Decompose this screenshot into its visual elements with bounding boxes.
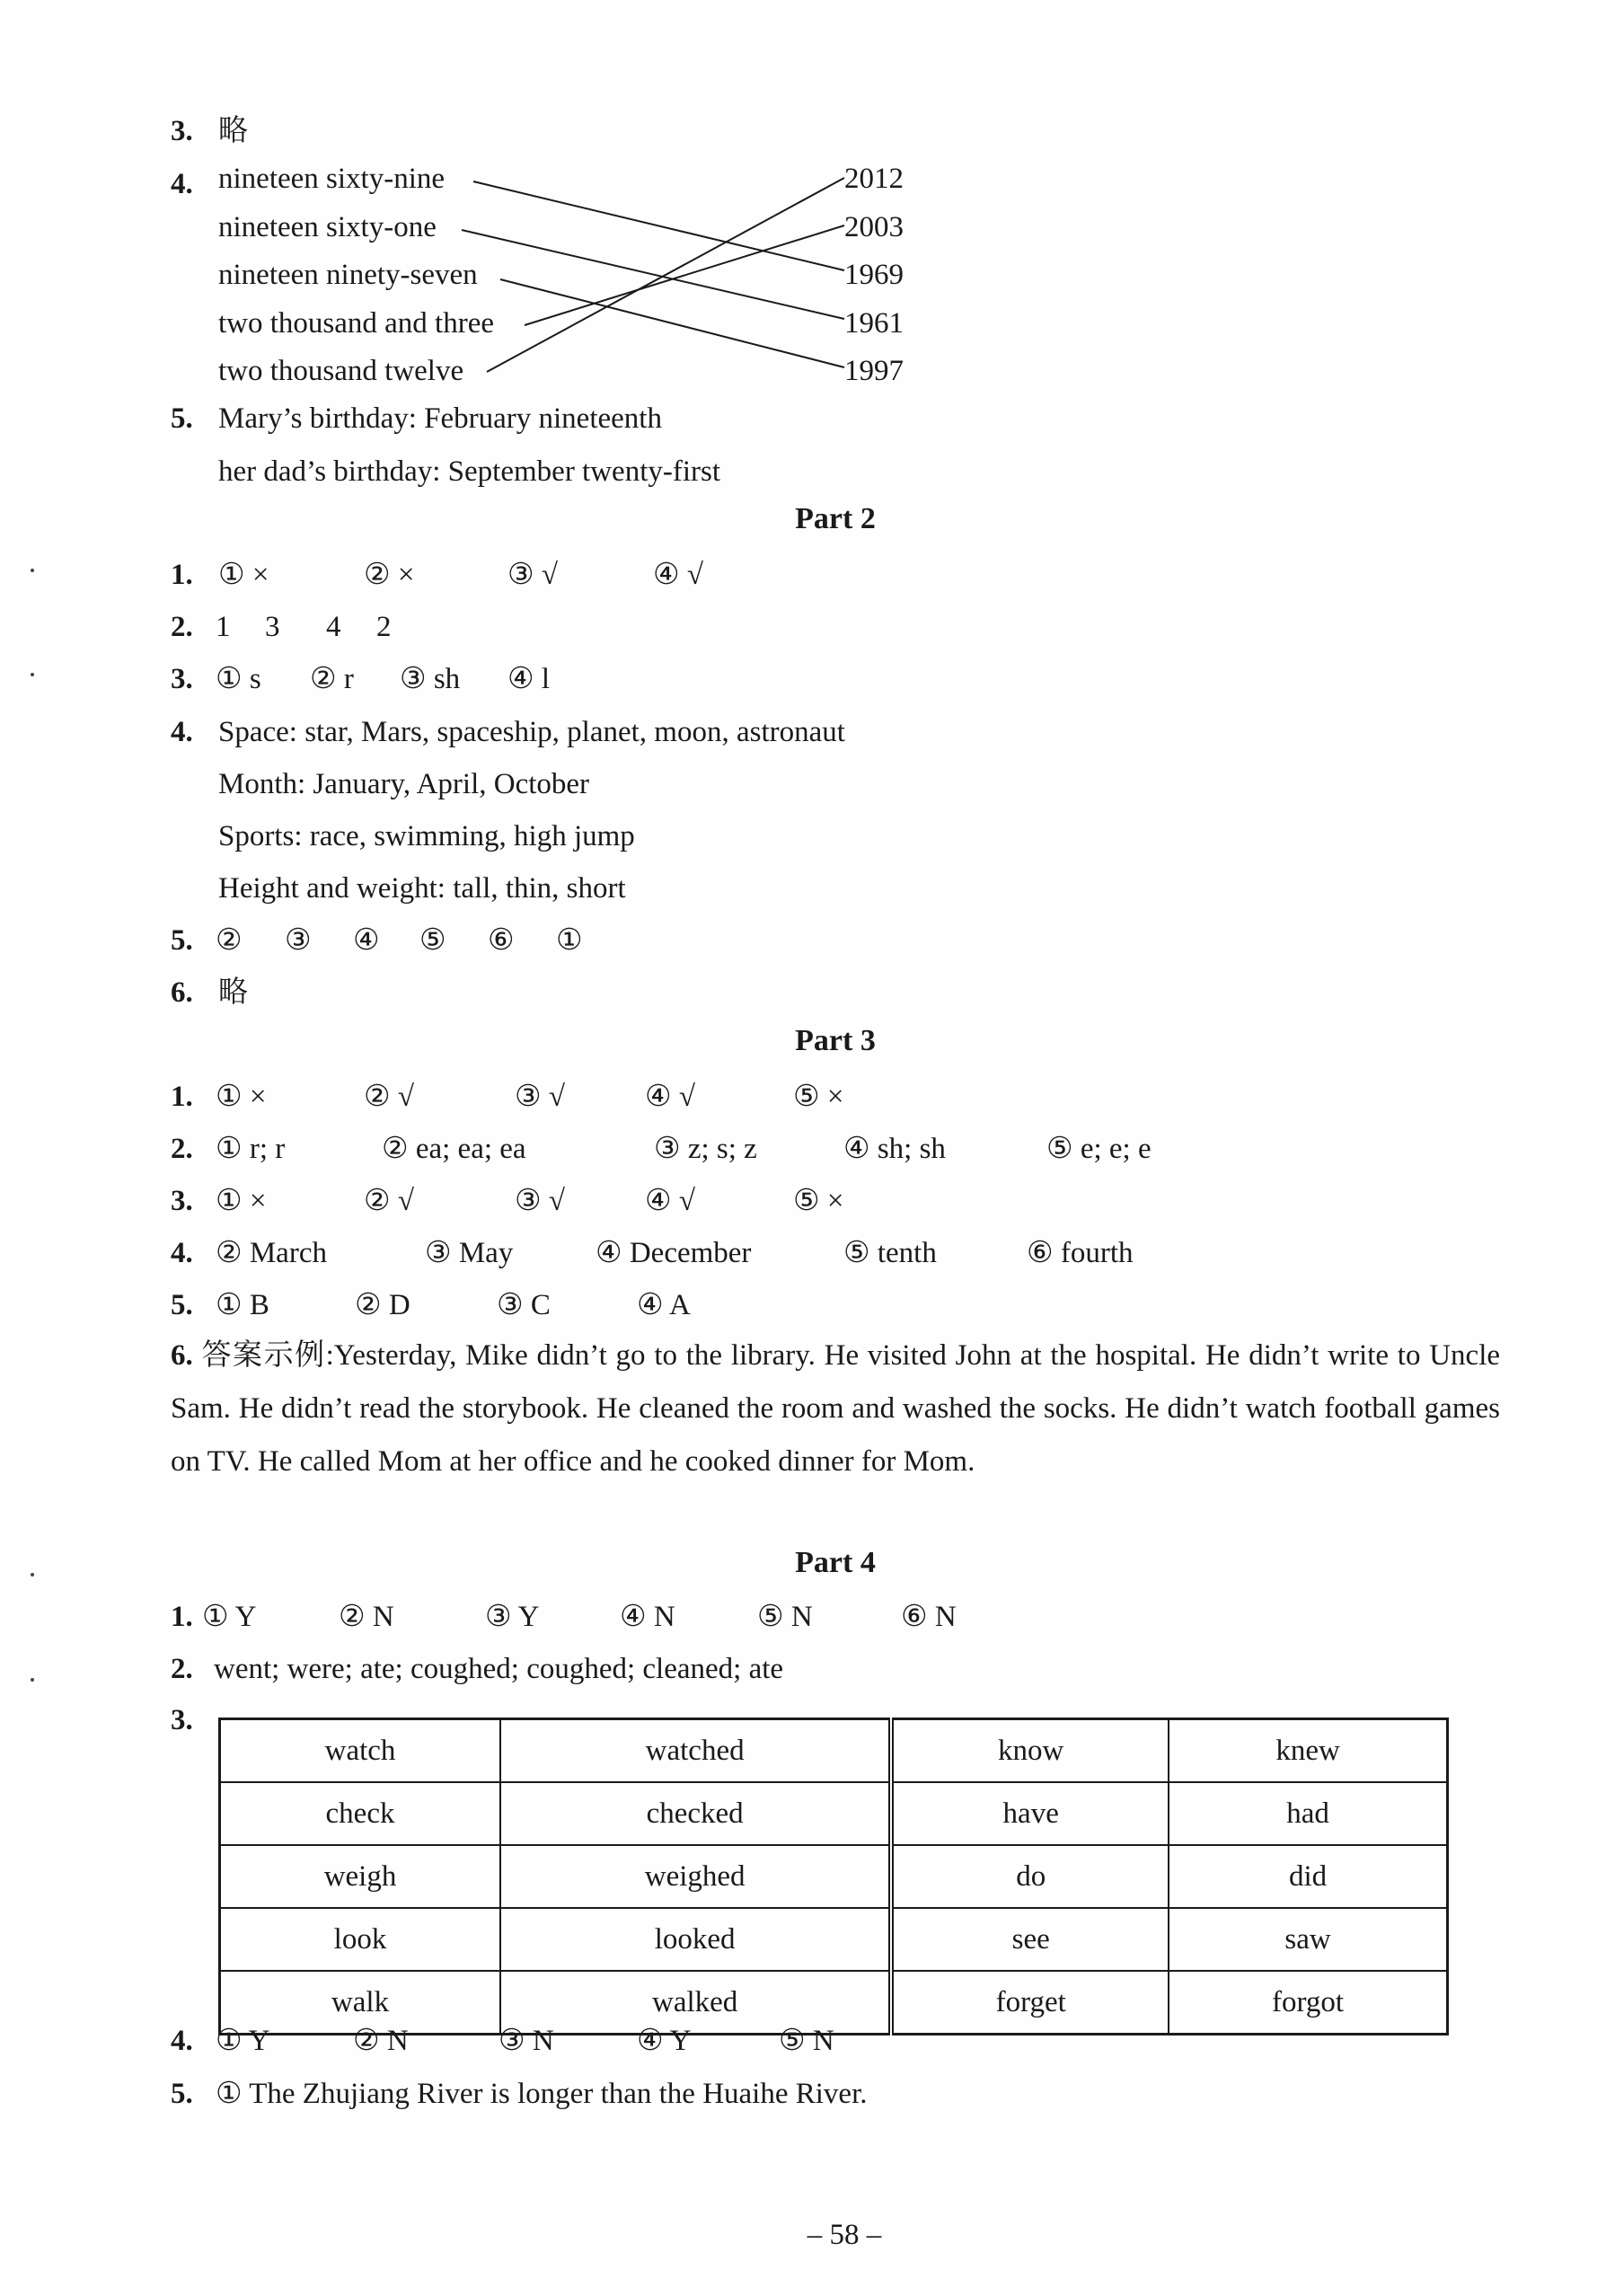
answer: ② N <box>339 1601 394 1633</box>
match-right-item: 1961 <box>844 307 904 340</box>
answer: ① s <box>216 663 261 695</box>
table-row <box>220 1719 1448 1783</box>
table-cell: weighed <box>500 1845 891 1908</box>
answer: ③ N <box>499 2025 554 2057</box>
match-right-item: 1969 <box>844 259 904 291</box>
answer: ① Y <box>216 2025 270 2057</box>
answer: ④ l <box>507 663 551 695</box>
answer: ③ z; s; z <box>654 1133 757 1165</box>
answer: ① × <box>216 1081 267 1113</box>
answer: ② √ <box>364 1081 414 1113</box>
answer: 4 <box>326 611 341 643</box>
verb-table <box>218 1718 1449 2035</box>
answer: ⑥ fourth <box>1027 1237 1134 1269</box>
p2-q4-number: 4. <box>171 716 193 748</box>
table-cell: did <box>1169 1845 1447 1908</box>
answer: ④ December <box>596 1237 752 1269</box>
category-line: Sports: race, swimming, high jump <box>218 820 635 852</box>
answer: ③ May <box>425 1237 514 1269</box>
p2-q6-number: 6. <box>171 976 193 1009</box>
table-cell: look <box>220 1908 501 1971</box>
answer: ③ sh <box>400 663 461 695</box>
category-line: Height and weight: tall, thin, short <box>218 872 626 905</box>
answer: ④ Y <box>637 2025 692 2057</box>
p3-q4-number: 4. <box>171 1237 193 1269</box>
table-cell: saw <box>1169 1908 1447 1971</box>
table-row <box>220 1908 1448 1971</box>
table-cell: looked <box>500 1908 891 1971</box>
answer: ③ <box>285 924 312 957</box>
answer: ④ √ <box>653 559 703 591</box>
answer: ④ √ <box>645 1081 695 1113</box>
answer: ② March <box>216 1237 327 1269</box>
p4-q1-number: 1. <box>171 1601 193 1633</box>
match-left-item: nineteen sixty-nine <box>218 163 446 195</box>
match-right-item: 1997 <box>844 355 904 387</box>
p2-q5-number: 5. <box>171 924 193 957</box>
q5-line: Mary’s birthday: February nineteenth <box>218 402 662 435</box>
table-cell: walk <box>220 1971 501 2035</box>
answer: ④ √ <box>645 1185 695 1217</box>
part3-heading: Part 3 <box>795 1024 876 1057</box>
answer: ③ √ <box>507 559 558 591</box>
answer: ② ea; ea; ea <box>382 1133 526 1165</box>
match-left-item: two thousand and three <box>218 307 495 340</box>
match-right-item: 2012 <box>844 163 904 195</box>
p3-q6-paragraph <box>171 1329 1500 1488</box>
answer: ⑥ <box>488 924 515 957</box>
table-cell: checked <box>500 1782 891 1845</box>
answer: ③ √ <box>515 1185 565 1217</box>
answer: ③ C <box>497 1289 551 1321</box>
answer: ① B <box>216 1289 269 1321</box>
match-left-item: two thousand twelve <box>218 355 464 387</box>
answer: ② √ <box>364 1185 414 1217</box>
answer: ① × <box>218 559 269 591</box>
p2-q6-answer: 略 <box>218 976 248 1009</box>
category-line: Space: star, Mars, spaceship, planet, moon, astronaut <box>218 716 845 748</box>
table-cell: check <box>220 1782 501 1845</box>
table-cell: walked <box>500 1971 891 2035</box>
answer: ③ √ <box>515 1081 565 1113</box>
margin-speck <box>31 569 34 572</box>
answer: ① × <box>216 1185 267 1217</box>
p4-q5-number: 5. <box>171 2078 193 2110</box>
table-row <box>220 1782 1448 1845</box>
p3-q1-number: 1. <box>171 1081 193 1113</box>
p3-q2-number: 2. <box>171 1133 193 1165</box>
answer: ⑥ N <box>901 1601 957 1633</box>
margin-speck <box>31 1678 34 1682</box>
table-cell: know <box>891 1719 1169 1783</box>
answer: ⑤ tenth <box>843 1237 937 1269</box>
answer: 3 <box>265 611 280 643</box>
table-cell: do <box>891 1845 1169 1908</box>
p4-q2-number: 2. <box>171 1653 193 1685</box>
answer: ⑤ N <box>779 2025 834 2057</box>
answer: ③ Y <box>485 1601 540 1633</box>
answer: ② N <box>353 2025 409 2057</box>
part2-heading: Part 2 <box>795 502 876 535</box>
p3-q5-number: 5. <box>171 1289 193 1321</box>
margin-speck <box>31 673 34 676</box>
table-cell: watch <box>220 1719 501 1783</box>
p4-q3-number: 3. <box>171 1704 193 1736</box>
answer: ⑤ <box>419 924 446 957</box>
answer: ④ sh; sh <box>843 1133 946 1165</box>
category-line: Month: January, April, October <box>218 768 590 800</box>
answer: ① r; r <box>216 1133 286 1165</box>
p2-q2-number: 2. <box>171 611 193 643</box>
q5-number: 5. <box>171 402 193 435</box>
table-cell: have <box>891 1782 1169 1845</box>
table-cell: watched <box>500 1719 891 1783</box>
p3-q3-number: 3. <box>171 1185 193 1217</box>
answer: ⑤ e; e; e <box>1046 1133 1152 1165</box>
table-cell: had <box>1169 1782 1447 1845</box>
answer: ② D <box>355 1289 410 1321</box>
p3-q6-label: 答案示例: <box>201 1339 334 1372</box>
table-cell: knew <box>1169 1719 1447 1783</box>
p2-q1-number: 1. <box>171 559 193 591</box>
match-line <box>473 181 844 270</box>
p2-q3-number: 3. <box>171 663 193 695</box>
answer: ② × <box>364 559 415 591</box>
match-left-item: nineteen sixty-one <box>218 211 437 243</box>
match-line <box>500 279 844 367</box>
p4-q2-answer: went; were; ate; coughed; coughed; cleaned; ate <box>214 1653 784 1685</box>
answer: ⑤ N <box>757 1601 813 1633</box>
answer: ① Y <box>202 1601 257 1633</box>
p3-q6-number: 6. <box>171 1339 193 1372</box>
q3-answer: 略 <box>218 115 248 147</box>
page-number: – 58 – <box>807 2219 882 2251</box>
q4-number: 4. <box>171 168 193 200</box>
answer: ⑤ × <box>793 1185 844 1217</box>
part4-heading: Part 4 <box>795 1546 876 1579</box>
table-cell: forget <box>891 1971 1169 2035</box>
p4-q4-number: 4. <box>171 2025 193 2057</box>
match-line <box>487 178 844 372</box>
answer: ④ N <box>620 1601 675 1633</box>
table-cell: weigh <box>220 1845 501 1908</box>
q3-number: 3. <box>171 115 193 147</box>
p3-q6-text: Yesterday, Mike didn’t go to the library. He visited John at the hospital. He didn’t write to Uncle Sam. He didn’t read the storybook. He cleaned the room and washed the socks. He didn’t watch football games on TV. He called Mom at her office and he cooked dinner for Mom. <box>171 1339 1501 1478</box>
match-right-item: 2003 <box>844 211 904 243</box>
table-cell: forgot <box>1169 1971 1447 2035</box>
answer: ② r <box>310 663 354 695</box>
table-cell: see <box>891 1908 1169 1971</box>
answer: 2 <box>376 611 392 643</box>
answer: ② <box>216 924 243 957</box>
answer: 1 <box>216 611 231 643</box>
answer: ④ A <box>637 1289 691 1321</box>
answer: ⑤ × <box>793 1081 844 1113</box>
answer: ④ <box>353 924 380 957</box>
q5-line: her dad’s birthday: September twenty-first <box>218 455 721 488</box>
match-line <box>525 225 844 325</box>
margin-speck <box>31 1573 34 1576</box>
table-row <box>220 1845 1448 1908</box>
answer: ① <box>556 924 583 957</box>
match-left-item: nineteen ninety-seven <box>218 259 478 291</box>
p4-q5-answer: ① The Zhujiang River is longer than the Huaihe River. <box>216 2078 868 2110</box>
